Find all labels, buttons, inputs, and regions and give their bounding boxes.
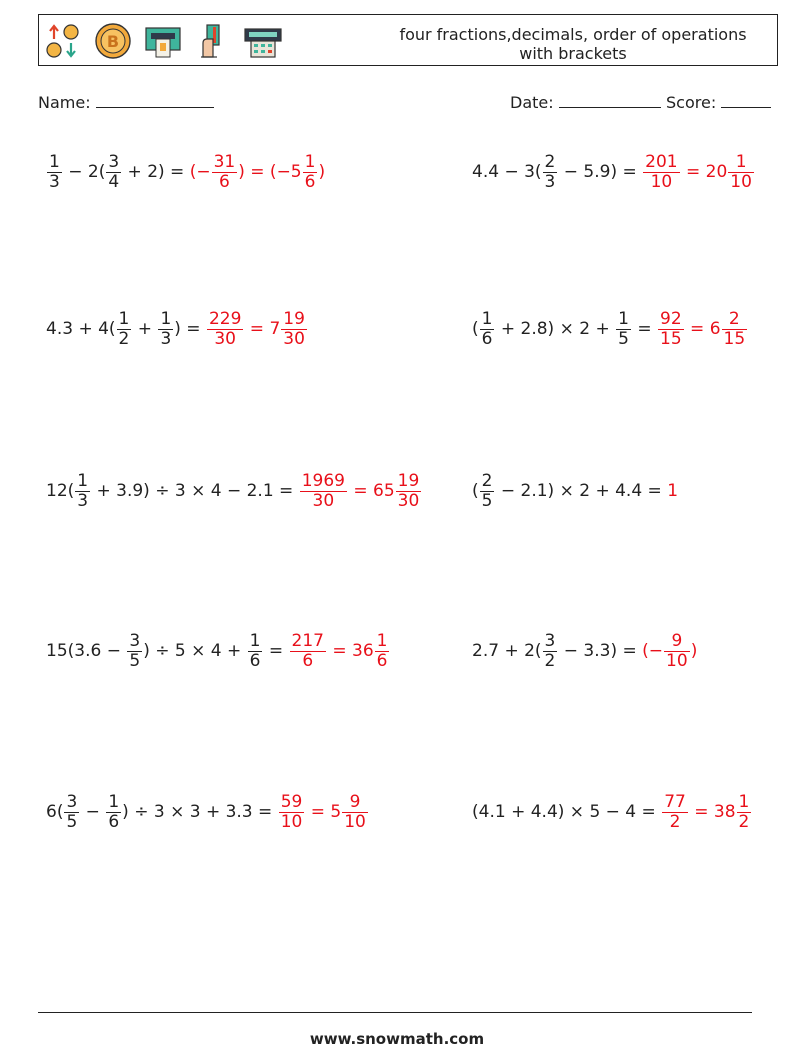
numerator: 201 <box>645 151 678 172</box>
bitcoin-coin-icon <box>93 21 133 61</box>
answer-fraction <box>658 310 684 348</box>
expression-text: ) ÷ 3 × 3 + 3.3 = <box>122 802 278 822</box>
footer-url: www.snowmath.com <box>309 1030 485 1048</box>
denominator: 30 <box>397 490 420 511</box>
footer-divider <box>38 1012 752 1013</box>
fraction <box>127 632 142 670</box>
numerator: 2 <box>481 470 493 491</box>
atm-cash-icon <box>143 21 183 61</box>
expression-text: + 2) = <box>122 162 190 182</box>
denominator: 5 <box>129 650 141 671</box>
denominator: 2 <box>669 811 681 832</box>
answer-text: = 7 <box>244 319 281 339</box>
answer-fraction <box>290 632 326 670</box>
fraction <box>480 472 495 510</box>
pos-terminal-icon <box>243 21 283 61</box>
answer-text: 1 <box>667 481 679 501</box>
expression-text: 15(3.6 − <box>46 641 127 661</box>
expression-text: (4.1 + 4.4) × 5 − 4 = <box>472 802 662 822</box>
numerator: 3 <box>129 630 141 651</box>
fraction <box>64 793 79 831</box>
worksheet-header <box>38 14 778 66</box>
denominator: 3 <box>49 171 60 192</box>
currency-exchange-icon <box>43 21 83 61</box>
problem-7 <box>46 621 390 681</box>
numerator: 1969 <box>301 470 345 491</box>
answer-fraction <box>300 472 347 510</box>
denominator: 15 <box>723 328 746 349</box>
answer-fraction <box>396 472 422 510</box>
denominator: 10 <box>280 811 303 832</box>
denominator: 30 <box>214 328 236 349</box>
numerator: 1 <box>618 308 629 329</box>
fraction <box>248 632 263 670</box>
expression-text: 4.4 − 3( <box>472 162 542 182</box>
fraction <box>106 153 121 191</box>
denominator: 5 <box>481 490 493 511</box>
answer-fraction <box>342 793 368 831</box>
expression-text: = <box>263 641 289 661</box>
answer-fraction <box>212 153 238 191</box>
answer-text: = 65 <box>347 481 395 501</box>
fraction <box>158 310 173 348</box>
denominator: 6 <box>249 650 261 671</box>
numerator: 1 <box>304 151 316 172</box>
fraction <box>47 153 62 191</box>
denominator: 6 <box>302 650 314 671</box>
numerator: 217 <box>291 630 324 651</box>
answer-fraction <box>664 632 690 670</box>
problem-3 <box>46 299 308 359</box>
expression-text: + <box>132 319 158 339</box>
answer-fraction <box>303 153 318 191</box>
denominator: 30 <box>312 490 335 511</box>
answer-fraction <box>207 310 243 348</box>
answer-text: ) <box>690 641 698 661</box>
card-payment-icon <box>193 21 233 61</box>
expression-text: ( <box>472 481 479 501</box>
date-field <box>510 93 661 112</box>
numerator: 31 <box>213 151 236 172</box>
numerator: 1 <box>376 630 388 651</box>
date-blank <box>559 93 661 108</box>
expression-text: − 3.3) = <box>558 641 643 661</box>
worksheet-title: four fractions,decimals, order of operations with brackets <box>399 25 747 63</box>
header-icons <box>43 21 283 61</box>
answer-fraction <box>728 153 754 191</box>
expression-text: − 5.9) = <box>558 162 643 182</box>
numerator: 9 <box>349 791 361 812</box>
denominator: 10 <box>344 811 366 832</box>
answer-text: = 36 <box>326 641 374 661</box>
problem-2 <box>472 142 755 202</box>
answer-fraction <box>643 153 679 191</box>
numerator: 1 <box>108 791 120 812</box>
denominator: 5 <box>618 328 629 349</box>
answer-text: = 20 <box>680 162 728 182</box>
answer-fraction <box>662 793 688 831</box>
numerator: 3 <box>544 630 556 651</box>
problem-4 <box>472 299 748 359</box>
answer-text: ) <box>318 162 326 182</box>
answer-fraction <box>737 793 752 831</box>
fraction <box>480 310 495 348</box>
expression-text: 12( <box>46 481 75 501</box>
denominator: 10 <box>650 171 673 192</box>
numerator: 3 <box>108 151 120 172</box>
denominator: 15 <box>660 328 682 349</box>
numerator: 2 <box>544 151 556 172</box>
numerator: 1 <box>49 151 60 172</box>
problem-8 <box>472 621 697 681</box>
answer-text: = 38 <box>688 802 736 822</box>
numerator: 1 <box>118 308 130 329</box>
answer-text: ) = (−5 <box>238 162 302 182</box>
numerator: 229 <box>208 308 242 329</box>
numerator: 3 <box>66 791 78 812</box>
expression-text: 4.3 + 4( <box>46 319 116 339</box>
name-blank <box>96 93 214 108</box>
denominator: 6 <box>304 171 316 192</box>
fraction <box>543 632 558 670</box>
problem-10 <box>472 782 752 842</box>
expression-text: − <box>80 802 106 822</box>
numerator: 2 <box>728 308 740 329</box>
expression-text: + 3.9) ÷ 3 × 4 − 2.1 = <box>91 481 299 501</box>
problem-6 <box>472 461 678 521</box>
numerator: 59 <box>280 791 303 812</box>
answer-text: (− <box>189 162 211 182</box>
answer-fraction <box>281 310 307 348</box>
numerator: 19 <box>283 308 305 329</box>
fraction <box>106 793 121 831</box>
denominator: 2 <box>738 811 750 832</box>
fraction <box>75 472 90 510</box>
fraction <box>117 310 132 348</box>
numerator: 77 <box>664 791 686 812</box>
expression-text: − 2( <box>62 162 106 182</box>
denominator: 5 <box>66 811 78 832</box>
denominator: 3 <box>160 328 172 349</box>
numerator: 1 <box>249 630 261 651</box>
denominator: 6 <box>219 171 230 192</box>
fraction <box>543 153 558 191</box>
answer-fraction <box>279 793 305 831</box>
denominator: 30 <box>283 328 305 349</box>
numerator: 1 <box>735 151 747 172</box>
expression-text: 6( <box>46 802 64 822</box>
answer-text: = 5 <box>305 802 342 822</box>
numerator: 92 <box>660 308 682 329</box>
answer-text: = 6 <box>684 319 721 339</box>
score-blank <box>721 93 771 108</box>
numerator: 19 <box>397 470 420 491</box>
expression-text: ( <box>472 319 479 339</box>
expression-text: ) ÷ 5 × 4 + <box>143 641 247 661</box>
denominator: 6 <box>108 811 120 832</box>
problem-5 <box>46 461 422 521</box>
denominator: 3 <box>77 490 89 511</box>
fraction <box>616 310 631 348</box>
denominator: 4 <box>108 171 120 192</box>
expression-text: = <box>631 319 657 339</box>
expression-text: ) = <box>174 319 206 339</box>
denominator: 2 <box>544 650 556 671</box>
numerator: 1 <box>481 308 493 329</box>
problem-1 <box>46 142 325 202</box>
denominator: 2 <box>118 328 130 349</box>
denominator: 3 <box>544 171 556 192</box>
numerator: 1 <box>160 308 172 329</box>
numerator: 9 <box>671 630 683 651</box>
denominator: 10 <box>730 171 752 192</box>
expression-text: + 2.8) × 2 + <box>495 319 616 339</box>
numerator: 1 <box>77 470 89 491</box>
denominator: 6 <box>481 328 493 349</box>
score-label: Score: <box>666 93 717 112</box>
score-field <box>666 93 771 112</box>
name-label: Name: <box>38 93 91 112</box>
expression-text: 2.7 + 2( <box>472 641 542 661</box>
answer-fraction <box>375 632 390 670</box>
answer-text: (− <box>642 641 664 661</box>
numerator: 1 <box>738 791 750 812</box>
denominator: 10 <box>666 650 688 671</box>
svg-text:B: B <box>106 32 120 51</box>
expression-text: − 2.1) × 2 + 4.4 = <box>495 481 668 501</box>
problem-9 <box>46 782 369 842</box>
date-label: Date: <box>510 93 554 112</box>
denominator: 6 <box>376 650 388 671</box>
name-field <box>38 93 214 112</box>
answer-fraction <box>722 310 748 348</box>
